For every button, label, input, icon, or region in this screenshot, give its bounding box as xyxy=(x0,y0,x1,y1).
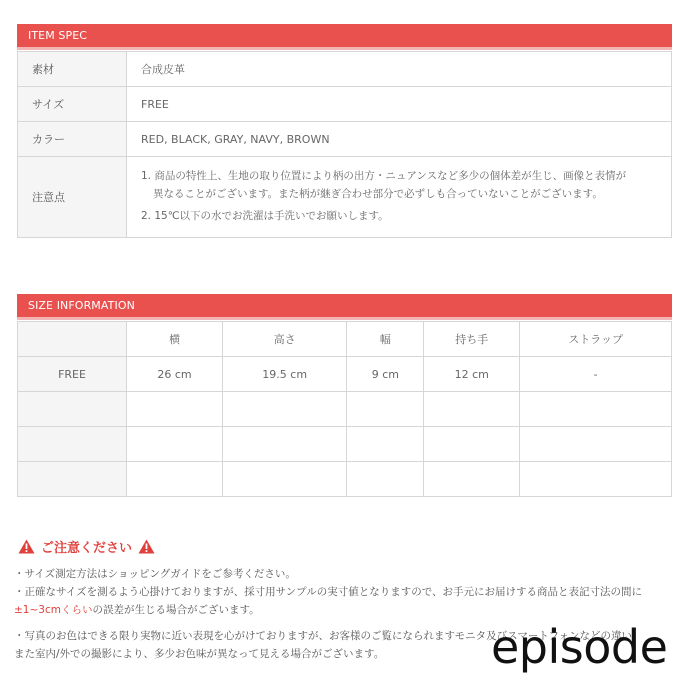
size-header-cell: 高さ xyxy=(222,322,346,357)
size-cell xyxy=(18,427,127,462)
note-line: 1. 商品の特性上、生地の取り位置により柄の出方・ニュアンスなど多少の個体差が生じ、画像と表情が xyxy=(141,170,627,182)
size-header-cell: ストラップ xyxy=(520,322,672,357)
size-row xyxy=(18,427,672,462)
size-cell: 26 cm xyxy=(127,357,223,392)
size-header-cell: 持ち手 xyxy=(424,322,520,357)
size-cell xyxy=(347,392,424,427)
size-row xyxy=(18,392,672,427)
caution-line: ・正確なサイズを測るよう心掛けておりますが、採寸用サンプルの実寸値となりますので、お手元にお届けする商品と表記寸法の間に xyxy=(14,586,643,598)
size-table xyxy=(17,321,672,497)
spec-row-notes xyxy=(18,157,672,238)
size-cell: - xyxy=(520,357,672,392)
size-info-title: SIZE INFORMATION xyxy=(17,294,672,317)
spec-value: FREE xyxy=(127,87,672,122)
size-cell xyxy=(424,462,520,497)
caution-line-highlight xyxy=(14,602,260,617)
size-cell xyxy=(222,462,346,497)
spec-label: サイズ xyxy=(18,87,127,122)
size-cell xyxy=(347,462,424,497)
caution-heading xyxy=(18,537,155,556)
spec-row-size xyxy=(18,87,672,122)
spec-value: 合成皮革 xyxy=(127,52,672,87)
size-cell xyxy=(424,427,520,462)
size-cell xyxy=(347,427,424,462)
size-cell xyxy=(18,392,127,427)
size-cell: 9 cm xyxy=(347,357,424,392)
size-header-row xyxy=(18,322,672,357)
note-line: 2. 15℃以下の水でお洗濯は手洗いでお願いします。 xyxy=(141,210,389,222)
caution-title: ご注意ください xyxy=(41,541,133,556)
caution-line: ・写真のお色はできる限り実物に近い表現を心がけておりますが、お客様のご覧になられますモニタ及びスマートフォンなどの違い、 xyxy=(14,630,643,642)
spec-label: 注意点 xyxy=(18,157,127,238)
note-line: 異なることがございます。また柄が継ぎ合わせ部分で必ずしも合っていないことがございます。 xyxy=(153,188,603,200)
notes-cell xyxy=(127,157,672,238)
size-cell xyxy=(222,392,346,427)
size-cell xyxy=(18,462,127,497)
size-cell: 12 cm xyxy=(424,357,520,392)
size-cell: FREE xyxy=(18,357,127,392)
size-cell xyxy=(520,462,672,497)
size-error-highlight: ±1~3cmくらい xyxy=(14,604,93,616)
brand-logo: episode xyxy=(491,620,668,674)
size-cell xyxy=(424,392,520,427)
size-cell xyxy=(222,427,346,462)
spec-row-material xyxy=(18,52,672,87)
size-cell xyxy=(127,427,223,462)
size-cell xyxy=(127,462,223,497)
item-spec-table xyxy=(17,51,672,238)
caution-line: の誤差が生じる場合がございます。 xyxy=(92,604,260,616)
size-header-cell: 幅 xyxy=(347,322,424,357)
size-header-cell xyxy=(18,322,127,357)
warning-icon xyxy=(18,539,35,554)
item-spec-title: ITEM SPEC xyxy=(17,24,672,47)
spec-label: 素材 xyxy=(18,52,127,87)
spec-value: RED, BLACK, GRAY, NAVY, BROWN xyxy=(127,122,672,157)
size-row xyxy=(18,462,672,497)
caution-line: また室内/外での撮影により、多少お色味が異なって見える場合がございます。 xyxy=(14,648,385,660)
size-cell: 19.5 cm xyxy=(222,357,346,392)
spec-row-color xyxy=(18,122,672,157)
size-cell xyxy=(127,392,223,427)
size-cell xyxy=(520,392,672,427)
size-row xyxy=(18,357,672,392)
size-header-cell: 横 xyxy=(127,322,223,357)
caution-line: ・サイズ測定方法はショッピングガイドをご参考ください。 xyxy=(14,568,296,580)
warning-icon xyxy=(138,539,155,554)
spec-label: カラー xyxy=(18,122,127,157)
size-cell xyxy=(520,427,672,462)
